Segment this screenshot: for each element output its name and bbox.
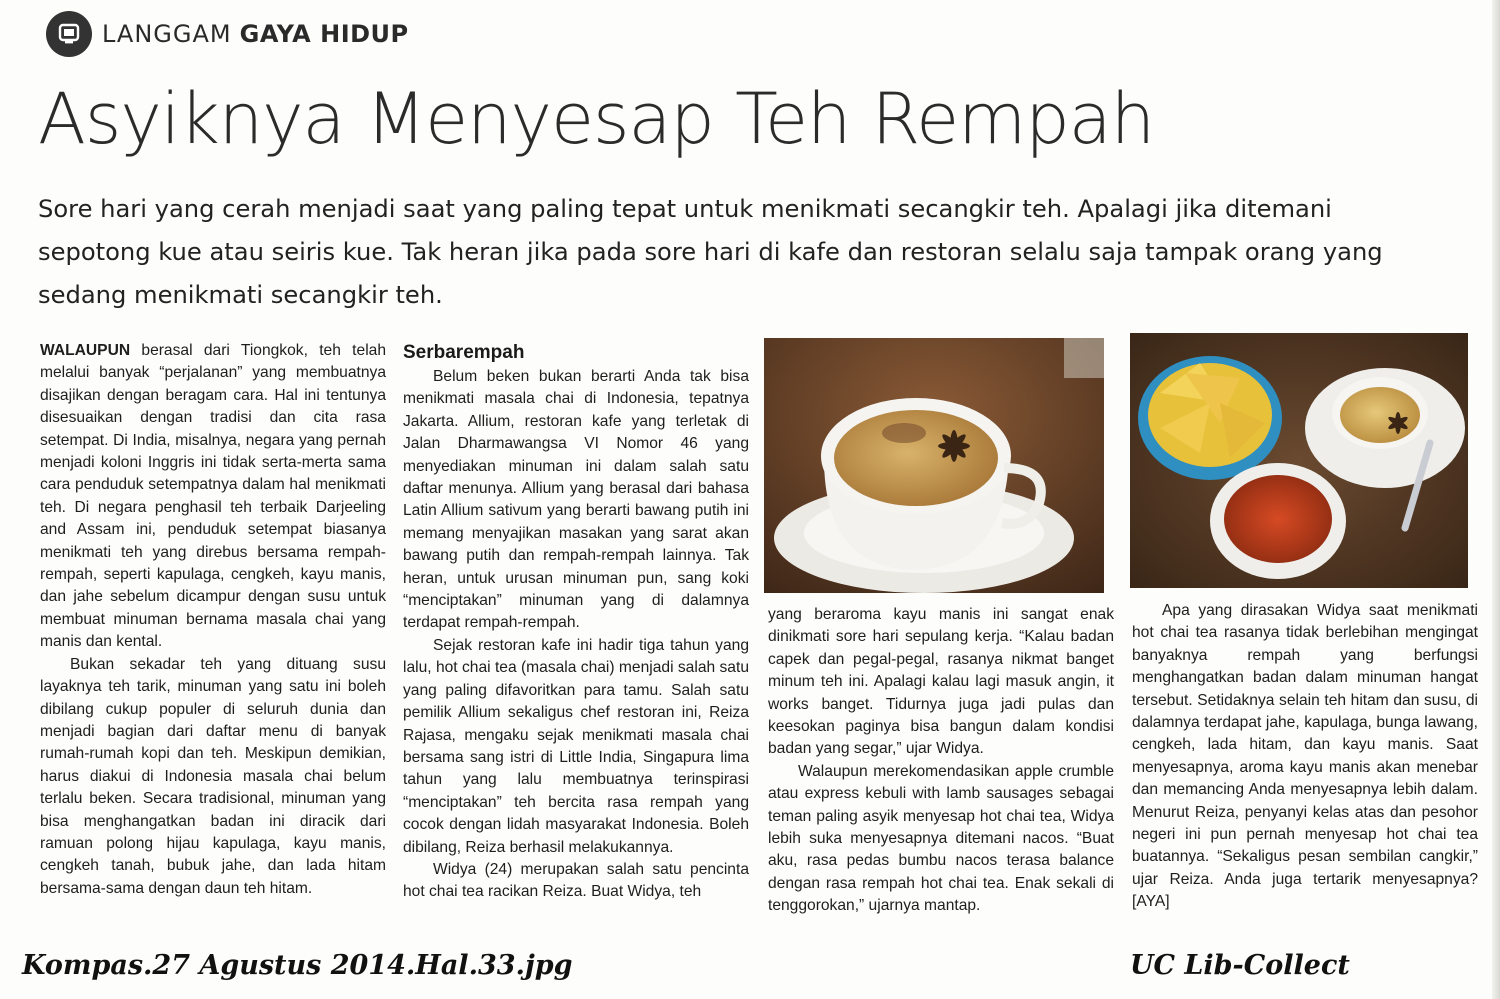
lead-line: sedang menikmati secangkir teh. bbox=[38, 281, 443, 309]
lead-line: sepotong kue atau seiris kue. Tak heran jika pada sore hari di kafe dan restoran selalu saja tampak orang yang bbox=[38, 238, 1383, 266]
paragraph-text: berasal dari Tiongkok, teh telah melalui banyak “perjalanan” yang membuatnya disajikan dengan beragam cara. Hal ini tentunya disesuaikan dengan tradisi dan cita rasa setempat. Di India, misalnya, negara yang pernah menjadi koloni Inggris ini tidak serta-merta sama cara penduduk setempatnya dalam hal menikmati teh. Di negara penghasil teh terbaik Darjeeling and Assam ini, penduduk setempat biasanya menikmati teh yang direbus bersama rempah-rempah, seperti kapulaga, cengkeh, kayu manis, dan jahe sebelum dicampur dengan susu untuk membuat minuman bernama masala chai yang manis dan kental. bbox=[40, 342, 386, 651]
lead-line: Sore hari yang cerah menjadi saat yang paling tepat untuk menikmati secangkir teh. Apalagi jika ditemani bbox=[38, 195, 1332, 223]
headline: Asyiknya Menyesap Teh Rempah bbox=[38, 78, 1155, 160]
paragraph: Belum beken bukan berarti Anda tak bisa menikmati masala chai di Indonesia, tepatnya Jakarta. Allium, restoran kafe yang terletak di Jalan Dharmawangsa VI Nomor 46 yang menyediakan minuman ini dalam salah satu daftar menunya. Allium yang berasal dari bahasa Latin Allium sativum yang berarti bawang putih ini memang menyajikan masakan yang sarat akan bawang putih dan rempah-rempah lainnya. Tak heran, untuk urusan minuman pun, sang koki “menciptakan” minuman yang di dalamnya terdapat rempah-rempah. bbox=[403, 368, 749, 632]
paragraph: yang beraroma kayu manis ini sangat enak dinikmati sore hari sepulang kerja. “Kalau badan capek dan pegal-pegal, rasanya nikmat banget minum teh ini. Apalagi kalau lagi masuk angin, it works banget. Tidurnya juga jadi pulas dan keesokan paginya bisa bangun dalam kondisi badan yang segar,” ujar Widya. bbox=[768, 606, 1114, 758]
rubric-section: GAYA HIDUP bbox=[239, 20, 409, 48]
lead-paragraph bbox=[38, 188, 1428, 317]
collection-label: UC Lib-Collect bbox=[1130, 950, 1350, 981]
subheading: Serbarempah bbox=[403, 342, 525, 363]
paragraph: Apa yang dirasakan Widya saat menikmati hot chai tea rasanya tidak berlebihan mengingat banyaknya rempah yang berfungsi menghangatkan badan dalam minuman hangat tersebut. Setidaknya selain teh hitam dan susu, di dalamnya terdapat jahe, kapulaga, bunga lawang, cengkeh, lada hitam, dan kayu manis. Saat menyesapnya, aroma kayu manis akan menebar dan memancing Anda menyesapnya lebih dalam. Menurut Reiza, penyanyi kelas atas dan pesohor negeri ini pun pernah menyesap hot chai tea buatannya. “Sekaligus pesan sembilan cangkir,” ujar Reiza. Anda juga tertarik menyesapnya? [AYA] bbox=[1132, 602, 1478, 911]
kicker: WALAUPUN bbox=[40, 342, 131, 359]
section-rubric bbox=[46, 10, 409, 58]
scan-edge bbox=[1492, 0, 1500, 999]
paragraph: Sejak restoran kafe ini hadir tiga tahun yang lalu, hot chai tea (masala chai) menjadi salah satu yang paling difavoritkan para tamu. Salah satu pemilik Allium sekaligus chef restoran ini, Reiza Rajasa, mengaku sejak menikmati masala chai bersama sang istri di Little India, Singapura lima tahun yang lalu membuatnya terinspirasi “menciptakan” teh bercita rasa rempah yang cocok dengan lidah masyarakat Indonesia. Boleh dibilang, Reiza berhasil melakukannya. bbox=[403, 636, 749, 856]
photo-chai-cup bbox=[764, 338, 1104, 593]
source-caption: Kompas.27 Agustus 2014.Hal.33.jpg bbox=[22, 950, 573, 981]
paragraph: Walaupun merekomendasikan apple crumble atau express kebuli with lamb sausages sebagai teman paling asyik menyesap hot chai tea, Widya lebih suka menyesapnya ditemani nacos. “Buat aku, rasa pedas bumbu nacos terasa balance dengan rasa rempah hot chai tea. Enak sekali di tenggorokan,” ujarnya mantap. bbox=[768, 762, 1114, 915]
article-column-3 bbox=[768, 604, 1114, 918]
paragraph: Bukan sekadar teh yang dituang susu layaknya teh tarik, minuman yang satu ini boleh dibilang cukup populer di seluruh dunia dan menjadi bagian dari daftar menu di banyak rumah-rumah kopi dan teh. Meskipun demikian, harus diakui di Indonesia masala chai belum terlalu beken. Secara tradisional, minuman yang bisa menghangatkan badan ini diracik dari ramuan polong hijau kapulaga, kayu manis, cengkeh tanah, bubuk jahe, dan lada hitam bersama-sama dengan daun teh hitam. bbox=[40, 655, 386, 897]
article-column-1 bbox=[40, 340, 386, 900]
article-column-2 bbox=[403, 340, 749, 904]
photo-chai-with-nachos bbox=[1130, 333, 1468, 588]
tv-icon bbox=[46, 11, 92, 57]
article-column-4 bbox=[1132, 600, 1478, 914]
paragraph: Widya (24) merupakan salah satu pencinta hot chai tea racikan Reiza. Buat Widya, teh bbox=[403, 860, 749, 901]
rubric-label: LANGGAM bbox=[102, 20, 232, 48]
paragraph bbox=[40, 340, 386, 654]
